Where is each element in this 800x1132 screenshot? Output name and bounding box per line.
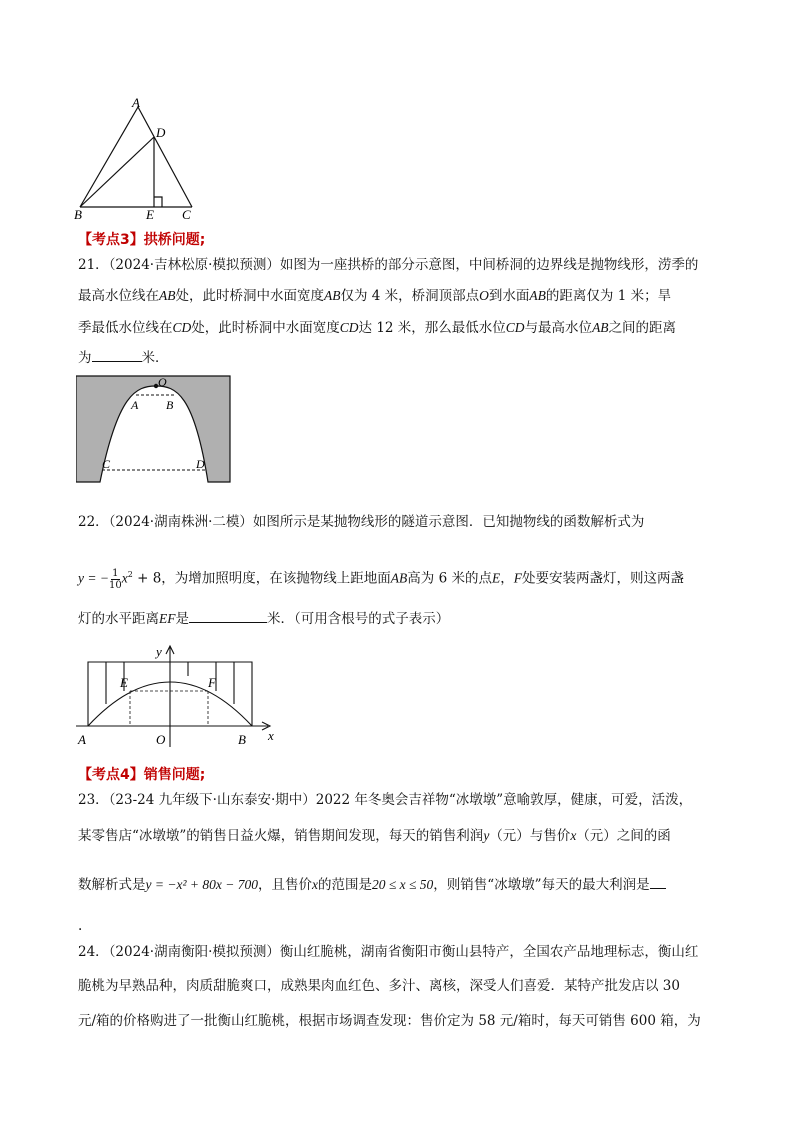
q21-line1: 21．（2024·吉林松原·模拟预测）如图为一座拱桥的部分示意图，中间桥洞的边界线是抛物线形，涝季的 <box>78 257 699 273</box>
q21-number: 21． <box>78 257 109 273</box>
bridge-label-b: B <box>166 398 174 412</box>
q23-line3: 数解析式是y = −x² + 80x − 700，且售价x的范围是20 ≤ x ≤ 50，则销售“冰墩墩”每天的最大利润是 <box>78 874 666 895</box>
bridge-label-a: A <box>131 398 139 412</box>
q23-number: 23． <box>78 792 109 808</box>
q23-line4: . <box>78 918 83 934</box>
answer-blank <box>650 874 666 889</box>
label-a: A <box>132 95 140 110</box>
q22-line2: y = − $\frac{1}{10}$ $x^2 + 8$，为增加照明度，在该抛物线上距地面AB高为 6 米的点E，F处要安装两盏灯，则这两盏 <box>78 567 684 591</box>
section-3-heading: 【考点3】拱桥问题; <box>78 232 206 248</box>
label-c: C <box>182 207 191 220</box>
q24-number: 24． <box>78 944 109 960</box>
q24-line3: 元/箱的价格购进了一批衡山红脆桃，根据市场调查发现：售价定为 58 元/箱时，每天可销售 600 箱，为 <box>78 1013 701 1029</box>
q24-line2: 脆桃为早熟品种，肉质甜脆爽口，成熟果肉血红色、多汁、离核，深受人们喜爱．某特产批发店以 30 <box>78 978 680 994</box>
q22-line3: 灯的水平距离EF是 米．（可用含根号的式子表示） <box>78 608 449 629</box>
fraction: $\frac{1}{10}$ <box>108 567 122 591</box>
q22-number: 22． <box>78 514 109 530</box>
tunnel-label-b: B <box>238 732 246 747</box>
q21-line4: 为 米． <box>78 347 169 368</box>
section-4-heading: 【考点4】销售问题; <box>78 767 206 783</box>
q21-line2: 最高水位线在AB处，此时桥洞中水面宽度AB仅为 4 米，桥洞顶部点O到水面AB的距离仅为 1 米；旱 <box>78 288 672 304</box>
answer-blank <box>189 608 267 623</box>
bridge-label-c: C <box>102 457 111 471</box>
q23-line2: 某零售店“冰墩墩”的销售日益火爆，销售期间发现，每天的销售利润y（元）与售价x（元）之间的函 <box>78 828 671 844</box>
tunnel-label-y: y <box>156 644 162 659</box>
bridge-label-d: D <box>196 457 205 471</box>
q21-line3: 季最低水位线在CD处，此时桥洞中水面宽度CD达 12 米，那么最低水位CD与最高水位AB之间的距离 <box>78 320 677 336</box>
tunnel-label-e: E <box>120 675 128 690</box>
q23-line1: 23．（23-24 九年级下·山东泰安·期中）2022 年冬奥会吉祥物“冰墩墩”意喻敦厚，健康，可爱，活泼， <box>78 792 693 808</box>
label-d: D <box>156 125 166 140</box>
tunnel-label-a: A <box>78 732 86 747</box>
q24-line1: 24．（2024·湖南衡阳·模拟预测）衡山红脆桃，湖南省衡阳市衡山县特产，全国农产品地理标志，衡山红 <box>78 944 699 960</box>
label-b: B <box>74 207 82 220</box>
q22-line1: 22．（2024·湖南株洲·二模）如图所示是某抛物线形的隧道示意图．已知抛物线的函数解析式为 <box>78 514 645 530</box>
tunnel-label-f: F <box>208 675 216 690</box>
tunnel-label-o: O <box>156 732 166 747</box>
bridge-label-o: O <box>158 375 167 389</box>
tunnel-figure <box>72 642 282 752</box>
label-e: E <box>146 207 154 220</box>
answer-blank <box>92 347 142 362</box>
triangle-figure <box>70 95 200 220</box>
tunnel-label-x: x <box>268 728 274 743</box>
bridge-figure <box>76 374 232 484</box>
